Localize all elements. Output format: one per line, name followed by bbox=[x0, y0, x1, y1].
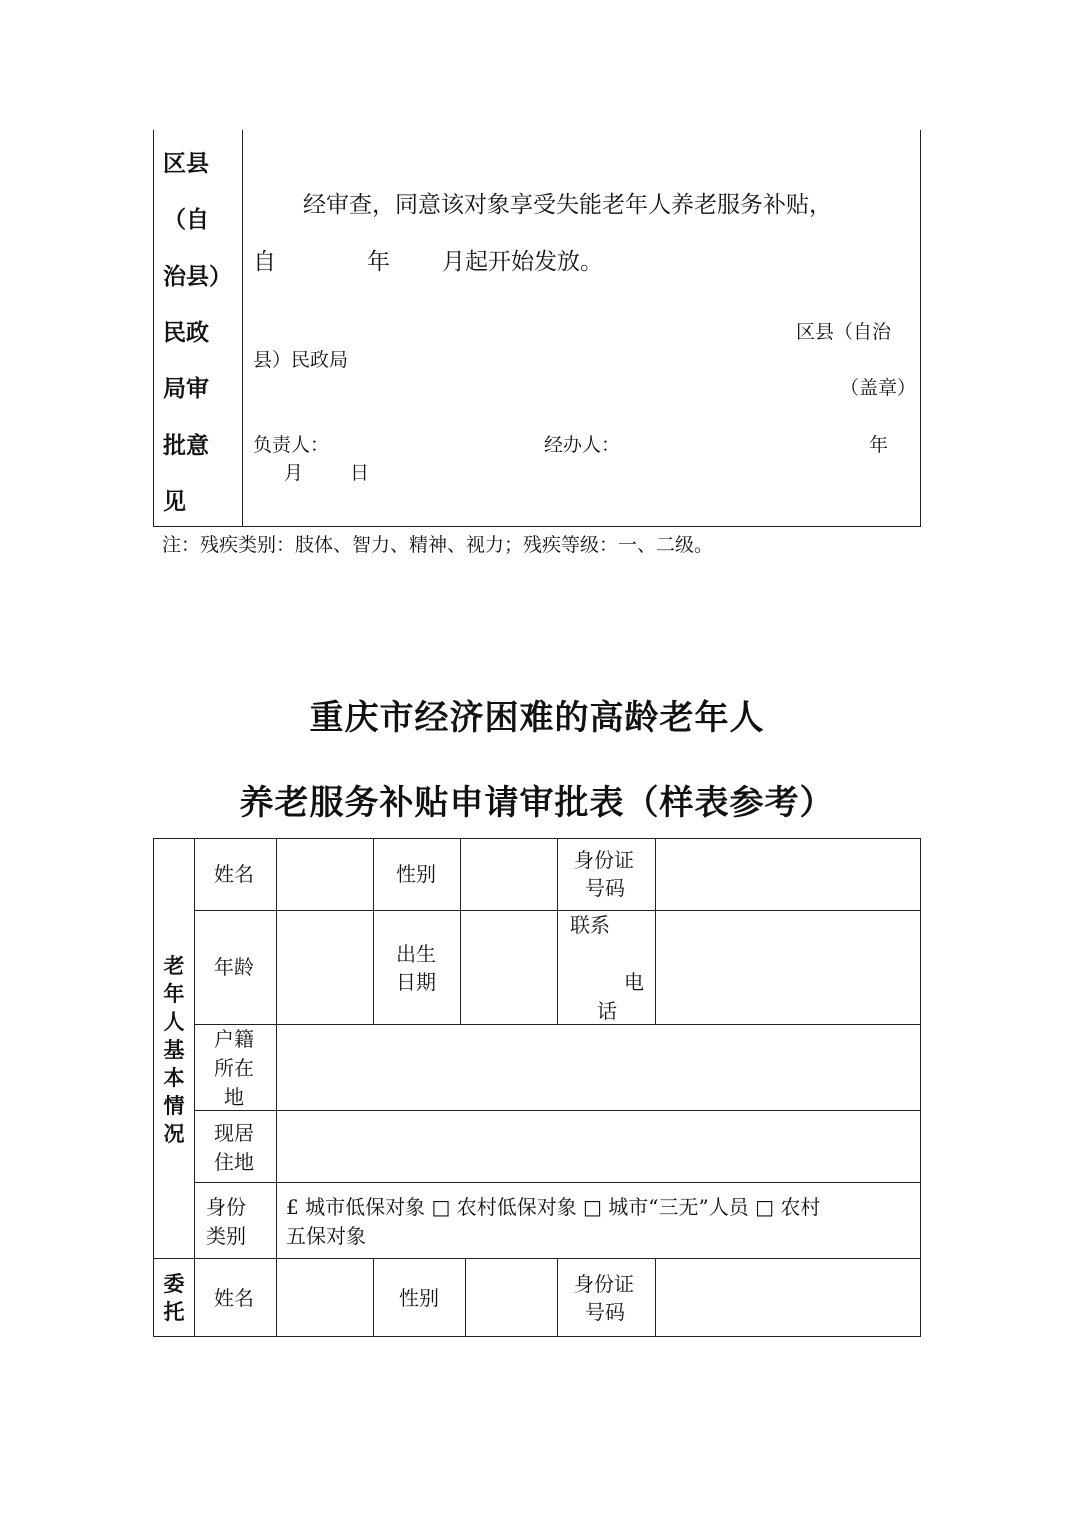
label-birth-line1: 出生 bbox=[396, 942, 436, 966]
grid-line bbox=[465, 1258, 466, 1337]
date-day: 日 bbox=[350, 462, 370, 484]
label-identity-line2: 类别 bbox=[206, 1224, 246, 1248]
grid-line bbox=[373, 1258, 374, 1337]
label-name: 姓名 bbox=[214, 862, 254, 886]
input-age[interactable] bbox=[278, 912, 372, 1023]
label-hukou-line3: 地 bbox=[224, 1085, 244, 1109]
label-residence-line1: 现居 bbox=[214, 1121, 254, 1145]
opinion-from: 自 bbox=[253, 249, 276, 275]
table-border-left bbox=[153, 130, 154, 527]
office-line2: 县）民政局 bbox=[253, 349, 349, 371]
side-label-line: 治县） bbox=[163, 263, 232, 290]
footnote: 注：残疾类别：肢体、智力、精神、视力；残疾等级：一、二级。 bbox=[162, 534, 714, 556]
grid-line bbox=[460, 838, 461, 1025]
grid-line bbox=[153, 1336, 921, 1337]
label-id-line2: 号码 bbox=[585, 876, 625, 900]
table-border-bottom bbox=[153, 526, 921, 527]
grid-line bbox=[920, 838, 921, 1337]
grid-line bbox=[153, 838, 921, 839]
side-label-line: 民政 bbox=[163, 319, 209, 346]
section-entrust-label: 委托 bbox=[163, 1271, 185, 1324]
side-label-line: 局审 bbox=[163, 375, 209, 402]
label-id-line1: 身份证 bbox=[574, 848, 634, 872]
label-age: 年龄 bbox=[214, 955, 254, 979]
grid-line bbox=[194, 1110, 921, 1111]
grid-line bbox=[276, 838, 277, 1337]
label-contact-line2: 电 bbox=[624, 970, 644, 994]
side-label-line: 见 bbox=[163, 488, 186, 515]
input-entrust-id[interactable] bbox=[657, 1260, 919, 1335]
label-contact-line1: 联系 bbox=[570, 913, 610, 937]
grid-line bbox=[655, 838, 656, 1025]
table-divider bbox=[242, 130, 243, 527]
grid-line bbox=[153, 1258, 921, 1259]
input-entrust-name[interactable] bbox=[278, 1260, 372, 1335]
form-title-line2: 养老服务补贴申请审批表（样表参考） bbox=[239, 783, 835, 823]
date-month: 月 bbox=[284, 462, 304, 484]
grid-line bbox=[194, 838, 195, 1337]
input-hukou[interactable] bbox=[278, 1026, 919, 1109]
input-entrust-gender[interactable] bbox=[467, 1260, 556, 1335]
side-label-line: 区县 bbox=[163, 150, 209, 177]
section-elder-label: 老年人基本情况 bbox=[163, 953, 185, 1146]
grid-line bbox=[194, 1182, 921, 1183]
label-hukou-line2: 所在 bbox=[214, 1056, 254, 1080]
label-residence-line2: 住地 bbox=[214, 1150, 254, 1174]
input-id-number[interactable] bbox=[657, 840, 919, 909]
label-entrust-id-line2: 号码 bbox=[585, 1300, 625, 1324]
label-entrust-gender: 性别 bbox=[399, 1286, 439, 1310]
input-phone[interactable] bbox=[657, 912, 919, 1023]
opinion-year: 年 bbox=[367, 249, 390, 275]
input-residence[interactable] bbox=[278, 1112, 919, 1181]
office-line1: 区县（自治 bbox=[796, 321, 892, 343]
label-gender: 性别 bbox=[396, 862, 436, 886]
handler-label: 经办人： bbox=[544, 434, 621, 456]
grid-line bbox=[557, 838, 558, 1025]
date-year: 年 bbox=[869, 434, 889, 456]
label-hukou-line1: 户籍 bbox=[214, 1027, 254, 1051]
grid-line bbox=[373, 838, 374, 1025]
opinion-rest: 月起开始发放。 bbox=[442, 249, 603, 275]
label-identity-line1: 身份 bbox=[206, 1195, 246, 1219]
input-gender[interactable] bbox=[462, 840, 556, 909]
identity-options[interactable]: £ 城市低保对象 □ 农村低保对象 □ 城市“三无”人员 □ 农村 bbox=[286, 1195, 821, 1219]
input-name[interactable] bbox=[278, 840, 372, 909]
input-birth-date[interactable] bbox=[462, 912, 556, 1023]
form-title-line1: 重庆市经济困难的高龄老年人 bbox=[309, 698, 765, 738]
grid-line bbox=[557, 1258, 558, 1337]
label-entrust-id-line1: 身份证 bbox=[574, 1272, 634, 1296]
side-label-line: （自 bbox=[163, 206, 209, 233]
side-label-line: 批意 bbox=[163, 432, 209, 459]
identity-options-cont: 五保对象 bbox=[286, 1224, 366, 1248]
opinion-text: 经审查，同意该对象享受失能老年人养老服务补贴， bbox=[303, 192, 832, 218]
label-birth-line2: 日期 bbox=[396, 970, 436, 994]
label-entrust-name: 姓名 bbox=[214, 1286, 254, 1310]
responsible-label: 负责人： bbox=[253, 434, 330, 456]
seal-label: （盖章） bbox=[840, 377, 917, 399]
grid-line bbox=[655, 1258, 656, 1337]
table-border-right bbox=[920, 130, 921, 527]
label-contact-line3: 话 bbox=[597, 999, 617, 1023]
